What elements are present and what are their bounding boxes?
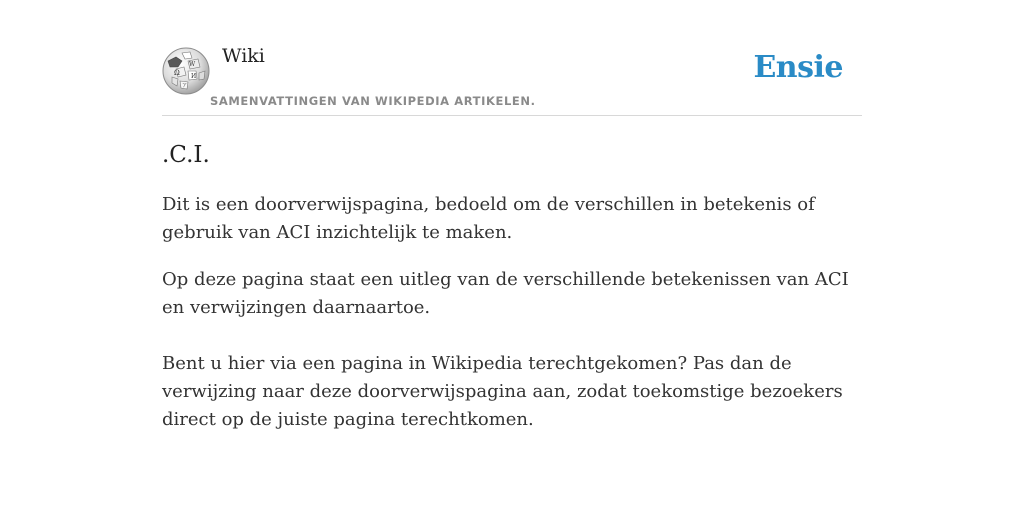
article-title: .C.I. <box>162 142 210 168</box>
article-paragraph: Op deze pagina staat een uitleg van de verschillende betekenissen van ACI en verwijzingen daarnaartoe. <box>162 269 849 318</box>
article-paragraph: Bent u hier via een pagina in Wikipedia terechtgekomen? Pas dan de verwijzing naar deze doorverwijspagina aan, zodat toekomstige bezoekers direct op de juiste pagina terechtkomen. <box>162 353 843 430</box>
article-content <box>162 116 862 434</box>
site-name[interactable]: Wiki <box>222 45 265 67</box>
site-tagline: SAMENVATTINGEN VAN WIKIPEDIA ARTIKELEN. <box>210 94 536 108</box>
svg-text:W: W <box>189 61 196 68</box>
page <box>162 0 862 434</box>
svg-text:ア: ア <box>182 83 188 89</box>
site-header <box>162 0 862 116</box>
svg-text:Ω: Ω <box>174 69 180 77</box>
wikipedia-globe-icon[interactable] <box>162 47 210 95</box>
article-paragraph: Dit is een doorverwijspagina, bedoeld om de verschillen in betekenis of gebruik van ACI inzichtelijk te maken. <box>162 194 815 243</box>
svg-text:И: И <box>191 73 197 80</box>
ensie-brand-link[interactable]: Ensie <box>753 50 843 85</box>
